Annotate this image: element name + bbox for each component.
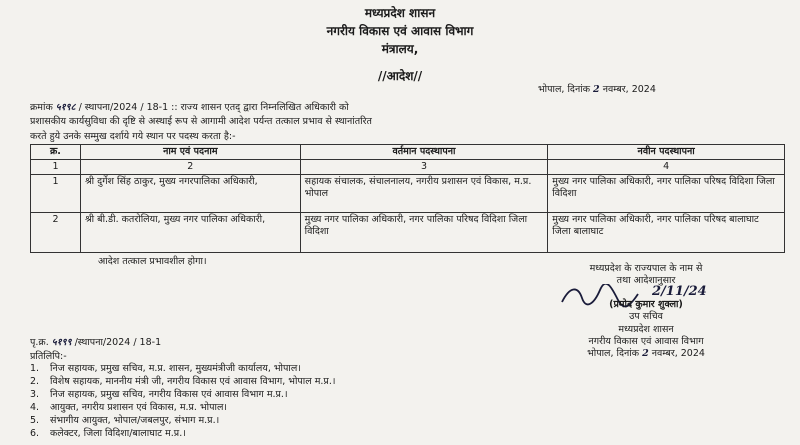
list-item: 6. कलेक्टर, जिला विदिशा/बालाघाट म.प्र.। <box>30 428 186 439</box>
officer-date-prefix: भोपाल, दिनांक <box>587 348 640 360</box>
date-suffix: नवम्बर, 2024 <box>602 84 656 95</box>
officer-date <box>516 348 776 360</box>
order-reference <box>30 100 790 113</box>
order-paragraph-line1: प्रशासकीय कार्यसुविधा की दृष्टि से अस्थाई रूप से आगामी आदेश पर्यन्त तत्काल प्रभाव से स्थानांतरित <box>30 116 372 127</box>
col-header-current-posting: वर्तमान पदस्थापना <box>300 145 548 160</box>
index-cell: 2 <box>80 160 300 175</box>
table-header-row <box>31 145 785 160</box>
sig-order-line1: मध्यप्रदेश के राज्यपाल के नाम से <box>589 263 703 274</box>
list-item: 1. निज सहायक, प्रमुख सचिव, म.प्र. शासन, मुख्यमंत्रीजी कार्यालय, भोपाल। <box>30 363 301 374</box>
order-paragraph-line2: करते हुये उनके सम्मुख दर्शाये गये स्थान पर पदस्थ करता है:- <box>30 131 236 142</box>
list-item: 3. निज सहायक, प्रमुख सचिव, नगरीय विकास एवं आवास विभाग म.प्र.। <box>30 389 288 400</box>
order-date <box>538 82 656 95</box>
header-govt: मध्यप्रदेश शासन <box>364 6 436 20</box>
endorsement-prefix: पृ.क्र. <box>30 337 49 348</box>
endorsement-number-handwritten: ५१९९ <box>51 337 72 348</box>
row-serial: 2 <box>31 213 81 253</box>
effect-statement: आदेश तत्काल प्रभावशील होगा। <box>98 256 207 267</box>
officer-govt: मध्यप्रदेश शासन <box>618 323 674 335</box>
ref-text: / स्थापना/2024 / 18-1 :: राज्य शासन एतद् द्वारा निम्नलिखित अधिकारी को <box>78 102 349 113</box>
officer-designation: उप सचिव <box>629 311 663 323</box>
officer-name: (प्रमोद कुमार शुक्ला) <box>609 299 683 310</box>
header-ministry: मंत्रालय, <box>381 42 419 56</box>
list-item: 5. संभागीय आयुक्त, भोपाल/जबलपुर, संभाग म.प्र.। <box>30 415 220 426</box>
ref-number-handwritten: ५१९८ <box>55 102 76 113</box>
index-cell: 1 <box>31 160 81 175</box>
row-new-posting: मुख्य नगर पालिका अधिकारी, नगर पालिका परिषद विदिशा जिला विदिशा <box>548 175 785 213</box>
header-department: नगरीय विकास एवं आवास विभाग <box>326 24 474 38</box>
officer-block <box>516 299 776 360</box>
order-title: //आदेश// <box>377 69 423 83</box>
endorsement-text: /स्थापना/2024 / 18-1 <box>74 337 162 348</box>
table-row <box>31 175 785 213</box>
copy-to-label: प्रतिलिपि:- <box>30 351 67 362</box>
row-name: श्री बी.डी. कतरोलिया, मुख्य नगर पालिका अधिकारी, <box>80 213 300 253</box>
officer-date-suffix: नवम्बर, 2024 <box>651 348 705 360</box>
endorsement-reference <box>30 335 161 348</box>
transfer-table <box>30 144 785 253</box>
index-cell: 4 <box>548 160 785 175</box>
row-name: श्री दुर्गेश सिंह ठाकुर, मुख्य नगरपालिका अधिकारी, <box>80 175 300 213</box>
list-item: 4. आयुक्त, नगरीय प्रशासन एवं विकास, म.प्र. भोपाल। <box>30 402 228 413</box>
officer-date-day: 2 <box>642 348 649 360</box>
table-index-row <box>31 160 785 175</box>
row-current-posting: सहायक संचालक, संचालनालय, नगरीय प्रशासन एवं विकास, म.प्र. भोपाल <box>300 175 548 213</box>
col-header-new-posting: नवीन पदस्थापना <box>548 145 785 160</box>
ref-label: क्रमांक <box>30 102 53 113</box>
index-cell: 3 <box>300 160 548 175</box>
officer-department: नगरीय विकास एवं आवास विभाग <box>588 335 704 347</box>
date-prefix: भोपाल, दिनांक <box>538 84 591 95</box>
sig-order-line2: तथा आदेशानुसार <box>616 275 676 286</box>
copy-list <box>30 362 335 440</box>
row-serial: 1 <box>31 175 81 213</box>
col-header-name: नाम एवं पदनाम <box>80 145 300 160</box>
table-row <box>31 213 785 253</box>
date-day-handwritten: 2 <box>593 84 600 95</box>
row-new-posting: मुख्य नगर पालिका अधिकारी, नगर पालिका परिषद बालाघाट जिला बालाघाट <box>548 213 785 253</box>
col-header-serial: क्र. <box>31 145 81 160</box>
list-item: 2. विशेष सहायक, माननीय मंत्री जी, नगरीय विकास एवं आवास विभाग, भोपाल म.प्र.। <box>30 376 336 387</box>
signature-date: 2/11/24 <box>652 284 707 299</box>
row-current-posting: मुख्य नगर पालिका अधिकारी, नगर पालिका परिषद विदिशा जिला विदिशा <box>300 213 548 253</box>
